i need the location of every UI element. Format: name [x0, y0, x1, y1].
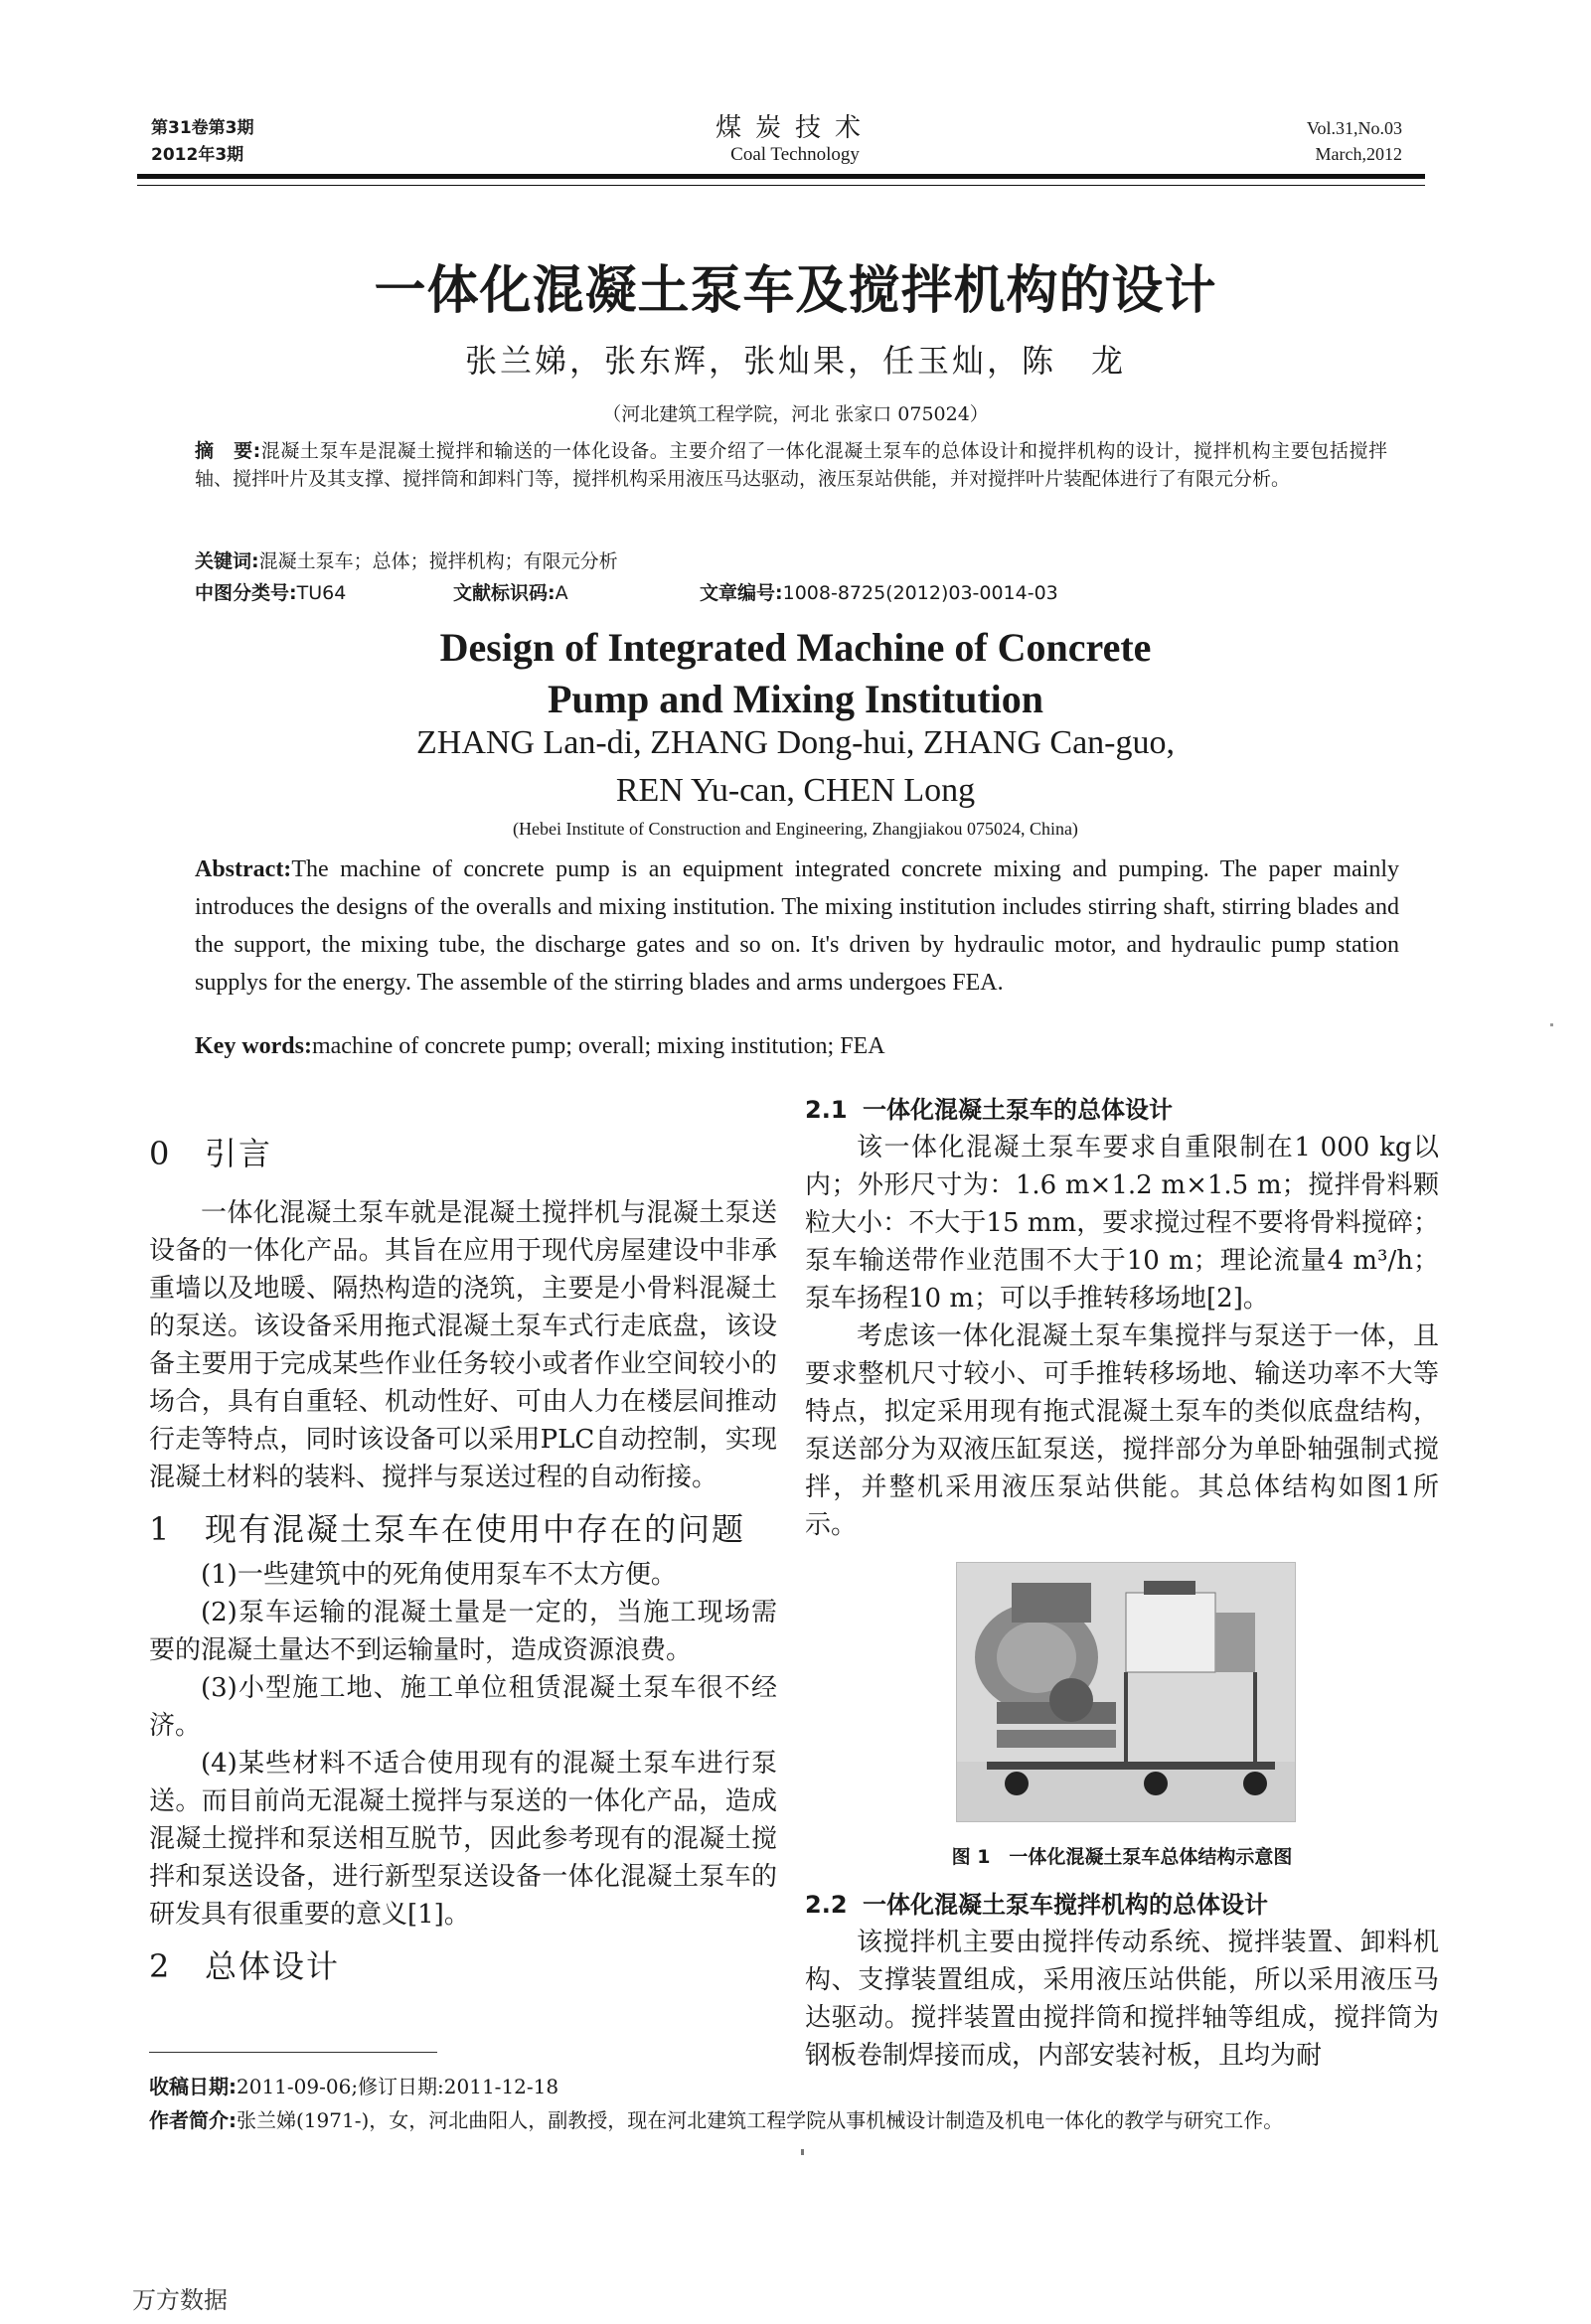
section-0-heading [149, 1135, 777, 1172]
keywords-cn [195, 546, 1387, 573]
list-item: (1)一些建筑中的死角使用泵车不太方便。 [201, 1560, 677, 1590]
abstract-cn-label: 摘 要: [195, 440, 261, 462]
clc-value: TU64 [296, 582, 347, 604]
received-label: 收稿日期: [149, 2075, 237, 2098]
keywords-en [195, 1033, 1399, 1060]
clc-label: 中图分类号: [195, 582, 297, 604]
bio-label: 作者简介: [149, 2108, 237, 2132]
journal-name-en: Coal Technology [730, 144, 860, 165]
machine-photo [957, 1563, 1295, 1821]
affiliation-en: (Hebei Institute of Construction and Engineering, Zhangjiakou 075024, China) [513, 819, 1078, 839]
section-title: 总体设计 [205, 1947, 341, 1985]
paragraph: 该一体化混凝土泵车要求自重限制在1 000 kg以内；外形尺寸为：1.6 m×1.2 m×1.5 m；搅拌骨料颗粒大小：不大于15 mm，要求搅过程不要将骨料搅碎；泵车输送带作业范围不大于10 m；理论流量4 m³/h；泵车扬程10 m；可以手推转移场地[2]。 [805, 1133, 1439, 1314]
section-2-heading [149, 1947, 777, 1985]
keywords-cn-text: 混凝土泵车；总体；搅拌机构；有限元分析 [258, 550, 618, 572]
doc-code [453, 578, 568, 605]
article-number [700, 578, 1058, 605]
title-en-line1: Design of Integrated Machine of Concrete [439, 625, 1152, 670]
figure-1-image [956, 1562, 1296, 1822]
keywords-cn-label: 关键词: [195, 550, 259, 572]
paragraph: 考虑该一体化混凝土泵车集搅拌与泵送于一体，且要求整机尺寸较小、可手推转移场地、输送功率不大等特点，拟定采用现有拖式混凝土泵车的类似底盘结构，泵送部分为双液压缸泵送，搅拌部分为单卧轴强制式搅拌，并整机采用液压泵站供能。其总体结构如图1所示。 [805, 1321, 1439, 1540]
abstract-en-label: Abstract: [195, 856, 292, 882]
figure-1-caption: 图 1 一体化混凝土泵车总体结构示意图 [951, 1846, 1293, 1868]
authors-en [0, 719, 1591, 815]
bio-text: 张兰娣(1971-)，女，河北曲阳人，副教授，现在河北建筑工程学院从事机械设计制造及机电一体化的教学与研究工作。 [237, 2108, 1284, 2132]
section-number: 0 [149, 1135, 172, 1172]
article-label: 文章编号: [700, 582, 783, 604]
footnote-author-bio [149, 2103, 1431, 2137]
section-2-2-heading [805, 1886, 1439, 1924]
scan-speck [801, 2149, 804, 2155]
date-en: March,2012 [1315, 144, 1402, 164]
footnote-rule [149, 2052, 437, 2053]
paragraph: 该搅拌机主要由搅拌传动系统、搅拌装置、卸料机构、支撑装置组成，采用液压站供能，所以采用液压马达驱动。搅拌装置由搅拌筒和搅拌轴等组成，搅拌筒为钢板卷制焊接而成，内部安装衬板，且均为耐 [805, 1928, 1439, 2071]
section-number: 2 [149, 1947, 172, 1985]
footnote-received [149, 2070, 1431, 2103]
section-1-heading [149, 1510, 777, 1548]
affiliation-cn: （河北建筑工程学院，河北 张家口 075024） [602, 403, 989, 425]
clc-code [195, 578, 346, 605]
list-item: (2)泵车运输的混凝土量是一定的，当施工现场需要的混凝土量达不到运输量时，造成资源浪费。 [149, 1598, 777, 1665]
section-title: 一体化混凝土泵车搅拌机构的总体设计 [863, 1891, 1268, 1919]
section-2-1-heading [805, 1091, 1439, 1129]
article-value: 1008-8725(2012)03-0014-03 [782, 582, 1058, 604]
header-rule-thick [137, 174, 1425, 179]
title-en-line2: Pump and Mixing Institution [547, 677, 1044, 721]
authors-cn: 张兰娣，张东辉，张灿果，任玉灿，陈 龙 [464, 342, 1126, 380]
paragraph: 一体化混凝土泵车就是混凝土搅拌机与混凝土泵送设备的一体化产品。其旨在应用于现代房屋建设中非承重墙以及地暖、隔热构造的浇筑，主要是小骨料混凝土的泵送。该设备采用拖式混凝土泵车式行走底盘，该设备主要用于完成某些作业任务较小或者作业空间较小的场合，具有自重轻、机动性好、可由人力在楼层间推动行走等特点，同时该设备可以采用PLC自动控制，实现混凝土材料的装料、搅拌与泵送过程的自动衔接。 [149, 1198, 777, 1492]
section-number: 2.1 [805, 1096, 848, 1124]
list-item: (3)小型施工地、施工单位租赁混凝土泵车很不经济。 [149, 1673, 777, 1741]
section-number: 2.2 [805, 1891, 848, 1919]
section-title: 引言 [205, 1135, 273, 1172]
left-column [149, 1135, 777, 1985]
journal-name [636, 107, 954, 166]
doc-label: 文献标识码: [453, 582, 556, 604]
header-rule-thin [137, 185, 1425, 186]
authors-en-line2: REN Yu-can, CHEN Long [615, 772, 976, 809]
authors-en-line1: ZHANG Lan-di, ZHANG Dong-hui, ZHANG Can-guo, [416, 724, 1175, 761]
database-watermark: 万方数据 [132, 2286, 228, 2314]
paper-title-en [0, 622, 1591, 725]
volume-number-en: Vol.31,No.03 [1306, 118, 1402, 138]
abstract-cn [195, 437, 1387, 493]
scan-speck [1550, 1023, 1553, 1026]
keywords-en-text: machine of concrete pump; overall; mixing institution; FEA [311, 1033, 885, 1059]
journal-name-cn: 煤炭技术 [715, 113, 875, 143]
received-dates: 2011-09-06;修订日期:2011-12-18 [237, 2075, 559, 2098]
volume-issue: 第31卷第3期 [151, 118, 254, 138]
journal-volume-info-en [1307, 115, 1402, 167]
section-title: 现有混凝土泵车在使用中存在的问题 [205, 1510, 746, 1548]
right-column [805, 1091, 1439, 2075]
paper-title-cn: 一体化混凝土泵车及搅拌机构的设计 [374, 261, 1217, 321]
year-issue: 2012年3期 [151, 145, 244, 165]
section-title: 一体化混凝土泵车的总体设计 [863, 1096, 1173, 1124]
abstract-cn-text: 混凝土泵车是混凝土搅拌和输送的一体化设备。主要介绍了一体化混凝土泵车的总体设计和搅拌机构的设计，搅拌机构主要包括搅拌轴、搅拌叶片及其支撑、搅拌筒和卸料门等，搅拌机构采用液压马达驱动，液压泵站供能，并对搅拌叶片装配体进行了有限元分析。 [195, 440, 1387, 490]
journal-volume-info [151, 115, 254, 169]
abstract-en [195, 851, 1399, 1002]
keywords-en-label: Key words: [195, 1033, 312, 1059]
section-number: 1 [149, 1510, 172, 1548]
list-item: (4)某些材料不适合使用现有的混凝土泵车进行泵送。而目前尚无混凝土搅拌与泵送的一体化产品，造成混凝土搅拌和泵送相互脱节，因此参考现有的混凝土搅拌和泵送设备，进行新型泵送设备一体化混凝土泵车的研发具有很重要的意义[1]。 [149, 1749, 777, 1930]
abstract-en-text: The machine of concrete pump is an equipment integrated concrete mixing and pumping. The paper mainly introduces the designs of the overalls and mixing institution. The mixing institution includes stirring shaft, stirring blades and the support, the mixing tube, the discharge gates and so on. It's driven by hydraulic motor, and hydraulic pump station supplys for the energy. The assemble of the stirring blades and arms undergoes FEA. [195, 856, 1399, 996]
doc-value: A [555, 582, 568, 604]
